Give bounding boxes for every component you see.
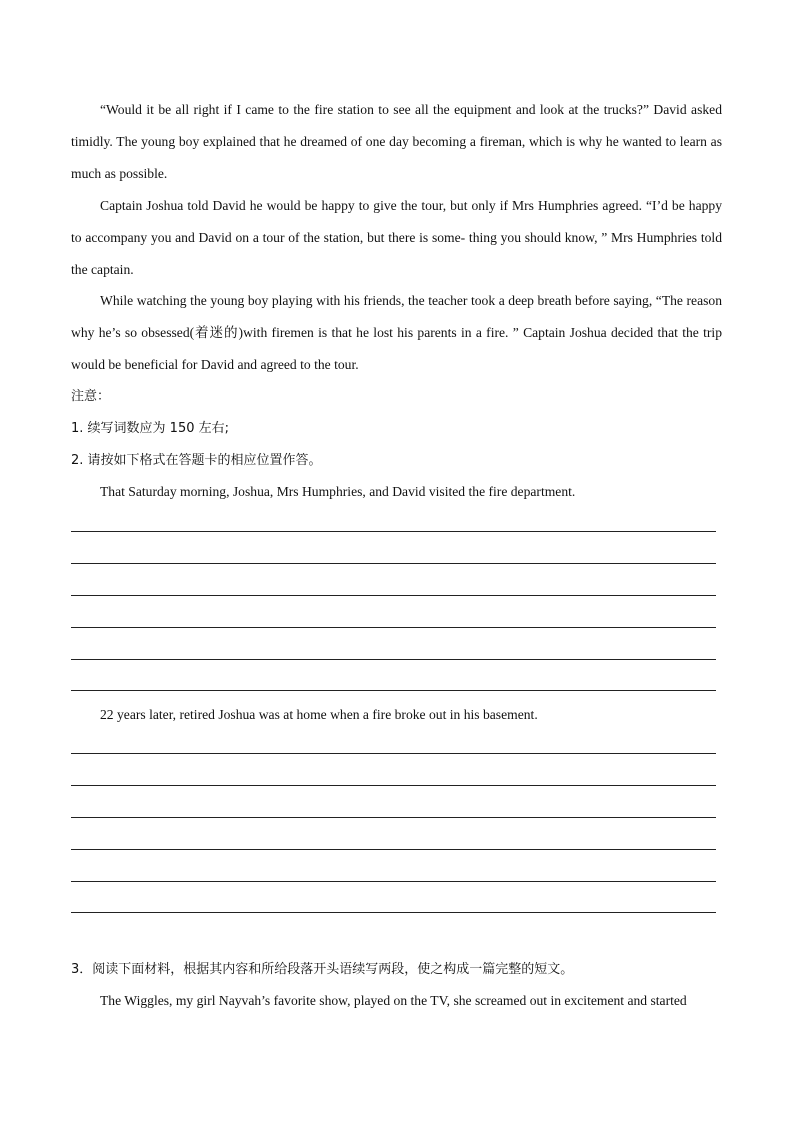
passage-paragraph-2: Captain Joshua told David he would be happy to give the tour, but only if Mrs Humphries agreed. “I’d be happy to accompany you and David on a tour of the station, but there is some- thing you should know, ” Mrs Humphries told the captain. — [71, 198, 722, 277]
answer-line[interactable] — [71, 881, 716, 882]
starter-sentence-1: That Saturday morning, Joshua, Mrs Humphries, and David visited the fire department. — [100, 484, 576, 499]
answer-line[interactable] — [71, 563, 716, 564]
answer-line[interactable] — [71, 627, 716, 628]
passage-paragraph-3: While watching the young boy playing with his friends, the teacher took a deep breath before saying, “The reason why he’s so obsessed(着迷的)with firemen is that he lost his parents in a fire. ” Captain Joshua decided that the trip would be beneficial for David and agreed to the tour. — [71, 293, 722, 372]
answer-line[interactable] — [71, 753, 716, 754]
question-3-instruction: 3．阅读下面材料，根据其内容和所给段落开头语续写两段，使之构成一篇完整的短文。 — [71, 962, 574, 977]
note-item-1: 1. 续写词数应为 150 左右; — [71, 421, 229, 436]
starter-sentence-2: 22 years later, retired Joshua was at home when a fire broke out in his basement. — [100, 707, 538, 722]
note-item-2: 2. 请按如下格式在答题卡的相应位置作答。 — [71, 453, 322, 468]
answer-line[interactable] — [71, 659, 716, 660]
answer-line[interactable] — [71, 595, 716, 596]
answer-line[interactable] — [71, 785, 716, 786]
question-3-opening: The Wiggles, my girl Nayvah’s favorite show, played on the TV, she screamed out in excitement and started — [100, 993, 687, 1008]
answer-line[interactable] — [71, 849, 716, 850]
answer-line[interactable] — [71, 817, 716, 818]
passage-paragraph-1: “Would it be all right if I came to the fire station to see all the equipment and look at the trucks?” David asked timidly. The young boy explained that he dreamed of one day becoming a fireman, which is why he wanted to learn as much as possible. — [71, 102, 722, 181]
answer-line[interactable] — [71, 690, 716, 691]
notes-heading: 注意： — [71, 389, 111, 404]
answer-line[interactable] — [71, 531, 716, 532]
answer-line[interactable] — [71, 912, 716, 913]
